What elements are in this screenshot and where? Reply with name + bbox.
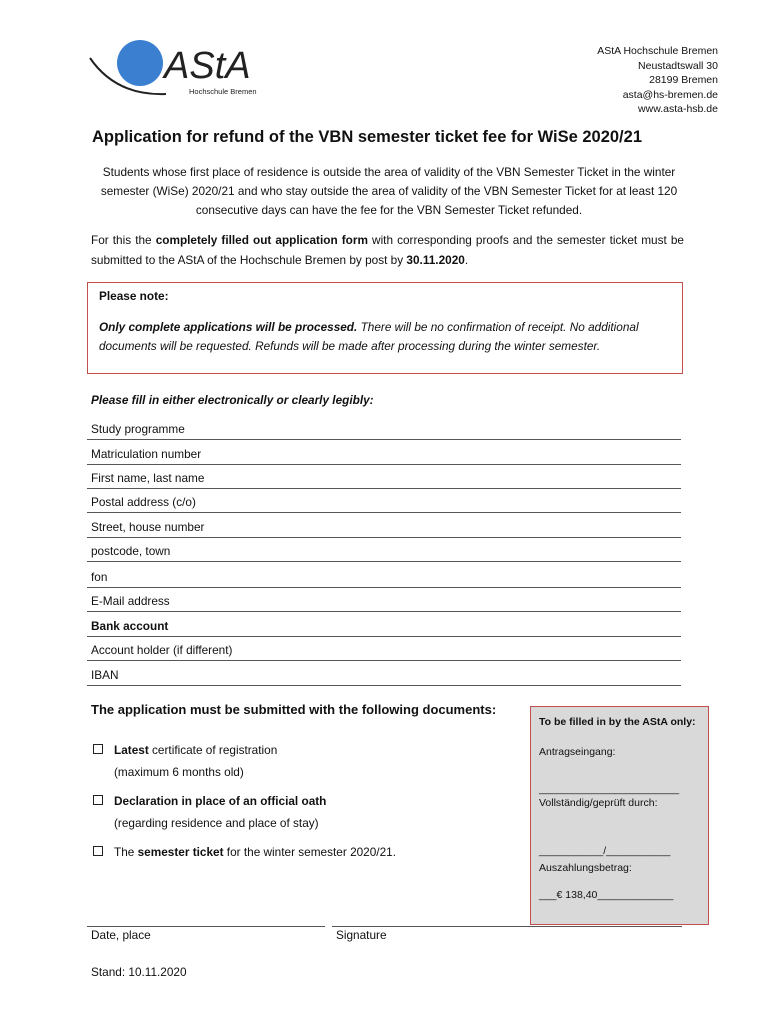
office-title: To be filled in by the AStA only: xyxy=(539,716,696,728)
logo-circle xyxy=(117,40,163,86)
date-place-label: Date, place xyxy=(91,928,151,942)
field-label: postcode, town xyxy=(91,544,171,558)
signature-label: Signature xyxy=(336,928,387,942)
checkbox-semester-ticket[interactable] xyxy=(93,846,103,856)
field-label: fon xyxy=(91,570,108,584)
field-postcode-town xyxy=(87,540,681,562)
checkbox-declaration[interactable] xyxy=(93,795,103,805)
doc-ticket-pre: The xyxy=(114,845,138,859)
page-title: Application for refund of the VBN semester ticket fee for WiSe 2020/21 xyxy=(92,128,642,146)
doc-declaration-sub: (regarding residence and place of stay) xyxy=(114,816,319,830)
submission-text-1: For this the xyxy=(91,233,156,247)
submission-bold: completely filled out application form xyxy=(155,233,368,247)
note-rest: There will be no confirmation of receipt. No additional documents will be requested. Refunds will be made after processing during the winter semester. xyxy=(99,320,639,353)
asta-logo xyxy=(86,36,286,104)
field-study-programme xyxy=(87,418,681,440)
logo-text: AStA xyxy=(164,45,251,87)
office-amount[interactable]: ___€ 138,40_____________ xyxy=(539,889,674,901)
office-checked-label: Vollständig/geprüft durch: xyxy=(539,797,658,809)
note-title: Please note: xyxy=(99,289,169,303)
checkbox-registration[interactable] xyxy=(93,744,103,754)
field-matriculation-number xyxy=(87,443,681,465)
field-label: Study programme xyxy=(91,422,185,436)
signature-line[interactable] xyxy=(332,926,682,927)
field-label: IBAN xyxy=(91,668,119,682)
field-label: Postal address (c/o) xyxy=(91,495,196,509)
address-line-2: Neustadtswall 30 xyxy=(638,59,718,72)
submission-text-2: with corresponding proofs and the semester ticket must be submitted to the AStA of the Hochschule Bremen by post by xyxy=(91,233,684,267)
field-postal-address xyxy=(87,491,681,513)
email-input[interactable] xyxy=(267,591,677,609)
note-box xyxy=(87,282,683,374)
field-label: Account holder (if different) xyxy=(91,643,233,657)
doc-ticket-bold: semester ticket xyxy=(137,845,224,859)
documents-title: The application must be submitted with the following documents: xyxy=(91,702,497,717)
field-street xyxy=(87,516,681,538)
office-blank-1[interactable]: ________________________ xyxy=(539,783,680,795)
address-web[interactable]: www.asta-hsb.de xyxy=(638,103,718,115)
logo-subtitle: Hochschule Bremen xyxy=(189,87,257,96)
phone-input[interactable] xyxy=(267,567,677,585)
office-amount-label: Auszahlungsbetrag: xyxy=(539,862,632,874)
doc-ticket-text: for the winter semester 2020/21. xyxy=(223,845,396,859)
field-bank-account xyxy=(87,615,681,637)
bank-account-input[interactable] xyxy=(267,616,677,634)
address-line-3: 28199 Bremen xyxy=(649,74,718,86)
note-bold: Only complete applications will be processed. xyxy=(99,320,358,334)
address-line-1: AStA Hochschule Bremen xyxy=(597,45,718,57)
note-text xyxy=(99,318,669,356)
doc-declaration-label xyxy=(114,794,326,808)
field-email xyxy=(87,590,681,612)
street-input[interactable] xyxy=(267,517,677,535)
field-phone xyxy=(87,566,681,588)
doc-registration-sub: (maximum 6 months old) xyxy=(114,765,244,779)
field-label: Matriculation number xyxy=(91,447,202,461)
intro-paragraph: Students whose first place of residence is outside the area of validity of the VBN Semester Ticket in the winter semester (WiSe) 2020/21 and who stay outside the area of validity of the VBN Semester Ticket for at least 120 consecutive days can have the fee for the VBN Semester Ticket refunded. xyxy=(100,165,678,217)
doc-registration-label xyxy=(114,743,277,757)
field-iban xyxy=(87,664,681,686)
submission-text-3: . xyxy=(464,252,469,267)
address-email[interactable]: asta@hs-bremen.de xyxy=(622,88,718,101)
doc-declaration-bold: Declaration in place of an official oath xyxy=(114,794,327,808)
office-use-box xyxy=(530,706,709,925)
iban-input[interactable] xyxy=(267,665,677,683)
stand-date: Stand: 10.11.2020 xyxy=(91,965,187,979)
postal-address-input[interactable] xyxy=(267,492,677,510)
field-label: Bank account xyxy=(91,619,169,633)
sender-address xyxy=(597,44,718,117)
office-received-label: Antragseingang: xyxy=(539,746,616,758)
postcode-town-input[interactable] xyxy=(267,541,677,559)
submission-paragraph xyxy=(91,231,684,270)
field-label: First name, last name xyxy=(91,471,205,485)
doc-registration-text: certificate of registration xyxy=(148,743,278,757)
matriculation-number-input[interactable] xyxy=(267,444,677,462)
field-account-holder xyxy=(87,639,681,661)
submission-deadline: 30.11.2020 xyxy=(406,252,465,267)
study-programme-input[interactable] xyxy=(267,419,677,437)
fill-hint: Please fill in either electronically or clearly legibly: xyxy=(91,393,374,407)
field-label: E-Mail address xyxy=(91,594,170,608)
name-input[interactable] xyxy=(267,468,677,486)
doc-ticket-label xyxy=(114,845,396,859)
office-blank-2[interactable]: ___________/___________ xyxy=(539,845,671,857)
date-place-line[interactable] xyxy=(87,926,325,927)
field-name xyxy=(87,467,681,489)
field-label: Street, house number xyxy=(91,520,205,534)
account-holder-input[interactable] xyxy=(267,640,677,658)
doc-registration-bold: Latest xyxy=(114,743,149,757)
